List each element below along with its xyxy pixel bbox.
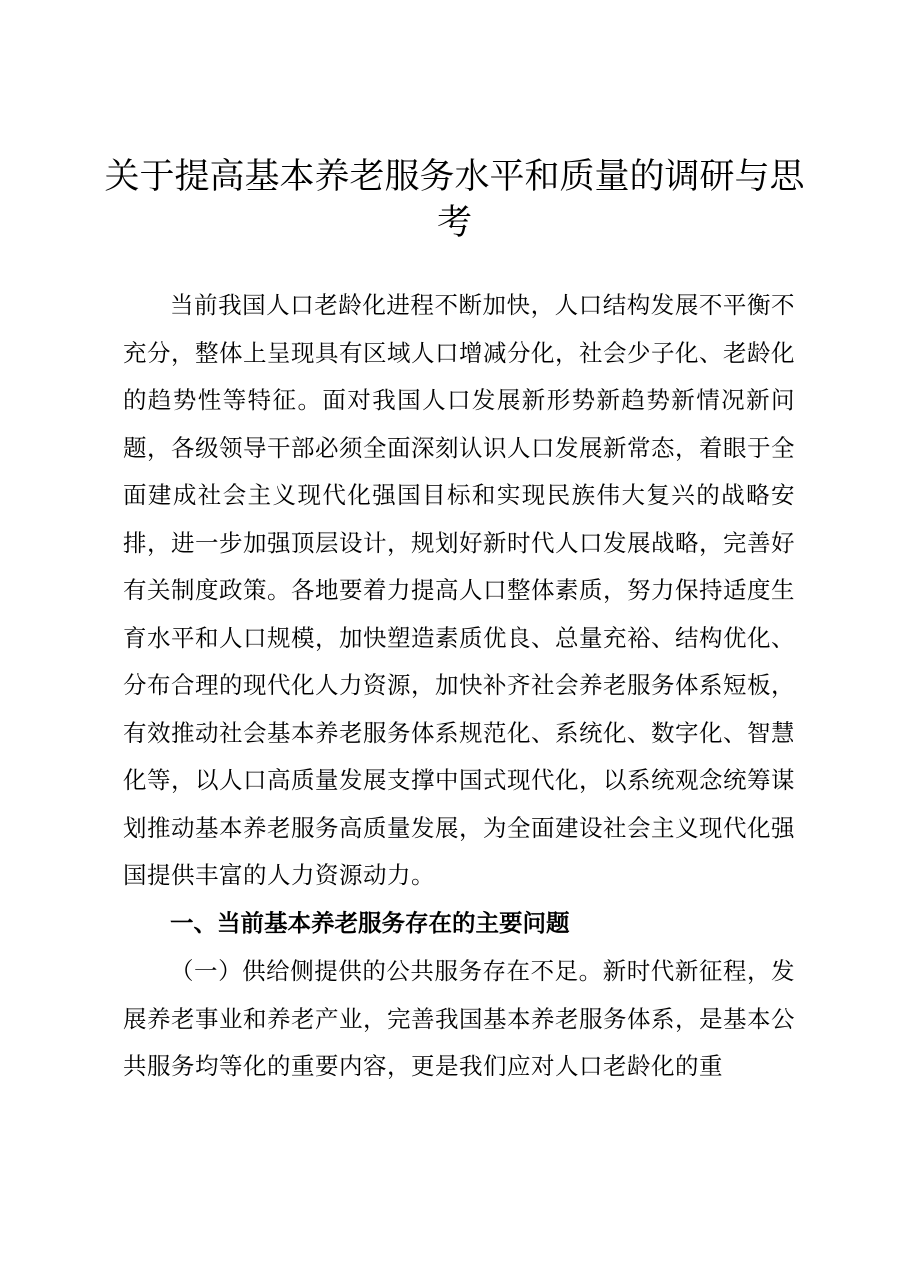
paragraph-intro: 当前我国人口老龄化进程不断加快，人口结构发展不平衡不充分，整体上呈现具有区域人口增减分化，社会少子化、老龄化的趋势性等特征。面对我国人口发展新形势新趋势新情况新问题，各级领导干部必须全面深刻认识人口发展新常态，着眼于全面建成社会主义现代化强国目标和实现民族伟大复兴的战略安排，进一步加强顶层设计，规划好新时代人口发展战略，完善好有关制度政策。各地要着力提高人口整体素质，努力保持适度生育水平和人口规模，加快塑造素质优良、总量充裕、结构优化、分布合理的现代化人力资源，加快补齐社会养老服务体系短板，有效推动社会基本养老服务体系规范化、系统化、数字化、智慧化等，以人口高质量发展支撑中国式现代化，以系统观念统筹谋划推动基本养老服务高质量发展，为全面建设社会主义现代化强国提供丰富的人力资源动力。 (123, 291, 795, 889)
section-heading-problems: 一、当前基本养老服务存在的主要问题 (170, 909, 570, 937)
paragraph-supply-side: （一）供给侧提供的公共服务存在不足。新时代新征程，发展养老事业和养老产业，完善我国基本养老服务体系，是基本公共服务均等化的重要内容，更是我们应对人口老龄化的重 (123, 957, 795, 1080)
document-title: 关于提高基本养老服务水平和质量的调研与思考 (104, 157, 805, 243)
